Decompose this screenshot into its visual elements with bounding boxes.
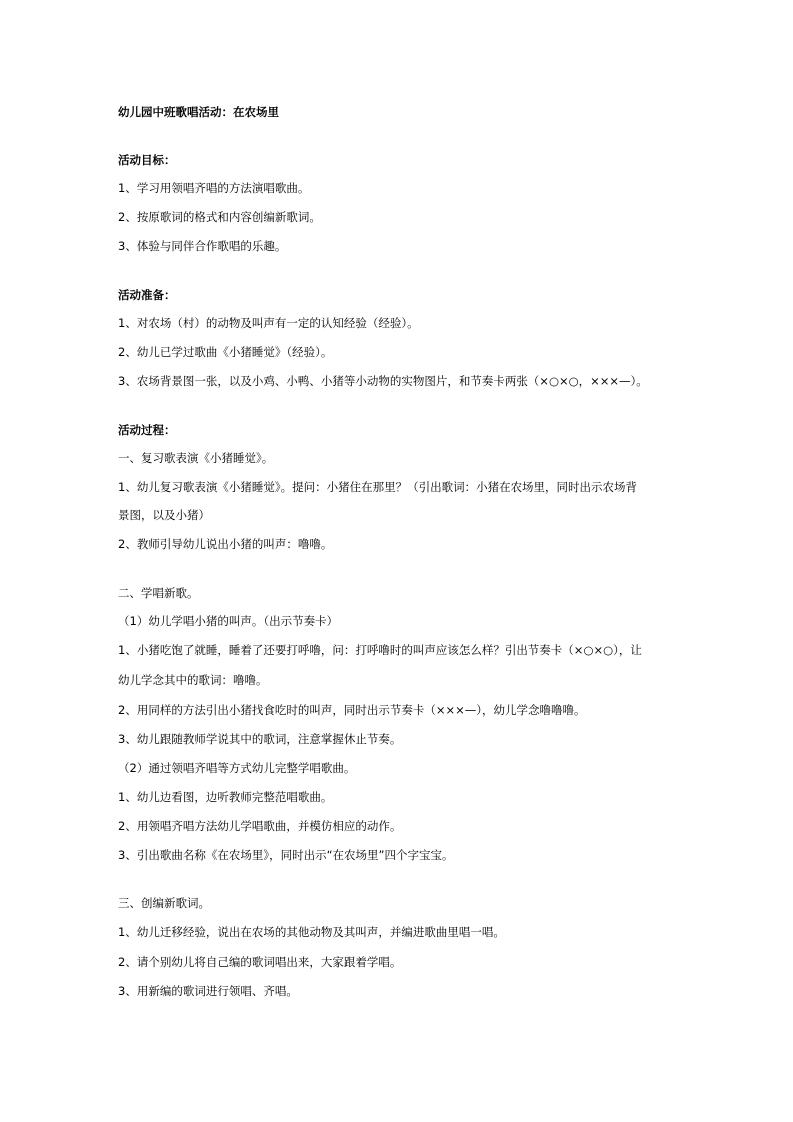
preparation-item: 1、对农场（村）的动物及叫声有一定的认知经验（经验）。 [118,316,419,330]
process-part2-title: 二、学唱新歌。 [118,586,199,600]
process-part2-item: 3、幼儿跟随教师学说其中的歌词，注意掌握休止节奏。 [118,732,402,746]
process-heading: 活动过程： [118,423,176,437]
process-part2-subheading: （1）幼儿学唱小猪的叫声。（出示节奏卡） [118,614,339,628]
process-part1-item: 2、教师引导幼儿说出小猪的叫声：噜噜。 [118,537,333,551]
goals-item: 2、按原歌词的格式和内容创编新歌词。 [118,210,321,224]
process-part2-item: 3、引出歌曲名称《在农场里》，同时出示“在农场里”四个字宝宝。 [118,848,454,862]
process-part3-item: 2、请个别幼儿将自己编的歌词唱出来，大家跟着学唱。 [118,955,402,969]
process-part3-item: 1、幼儿迁移经验，说出在农场的其他动物及其叫声，并编进歌曲里唱一唱。 [118,925,505,939]
process-part1-item-cont: 景图，以及小猪） [118,508,210,522]
process-part1-item: 1、幼儿复习歌表演《小猪睡觉》。提问：小猪住在那里？（引出歌词：小猪在农场里，同时出示农场背 [118,480,638,494]
process-part3-item: 3、用新编的歌词进行领唱、齐唱。 [118,984,298,998]
process-part2-item: 1、幼儿边看图，边听教师完整范唱歌曲。 [118,790,333,804]
process-part3-title: 三、创编新歌词。 [118,896,210,910]
goals-heading: 活动目标： [118,153,176,167]
process-part2-subheading: （2）通过领唱齐唱等方式幼儿完整学唱歌曲。 [118,761,356,775]
process-part1-title: 一、复习歌表演《小猪睡觉》。 [118,451,274,465]
process-part2-item: 2、用领唱齐唱方法幼儿学唱歌曲，并模仿相应的动作。 [118,819,402,833]
process-part2-item-cont: 幼儿学念其中的歌词：噜噜。 [118,673,268,687]
document-title: 幼儿园中班歌唱活动：在农场里 [118,105,279,119]
preparation-item: 3、农场背景图一张，以及小鸡、小鸭、小猪等小动物的实物图片，和节奏卡两张（×○×○，×××—）。 [118,374,648,388]
process-part2-item: 2、用同样的方法引出小猪找食吃时的叫声，同时出示节奏卡（×××—），幼儿学念噜噜噜。 [118,703,586,717]
goals-item: 3、体验与同伴合作歌唱的乐趣。 [118,239,287,253]
process-part2-item: 1、小猪吃饱了就睡，睡着了还要打呼噜，问：打呼噜时的叫声应该怎么样？引出节奏卡（×○×○），让 [118,643,642,657]
preparation-item: 2、幼儿已学过歌曲《小猪睡觉》（经验）。 [118,345,333,359]
goals-item: 1、学习用领唱齐唱的方法演唱歌曲。 [118,181,310,195]
preparation-heading: 活动准备： [118,288,176,302]
